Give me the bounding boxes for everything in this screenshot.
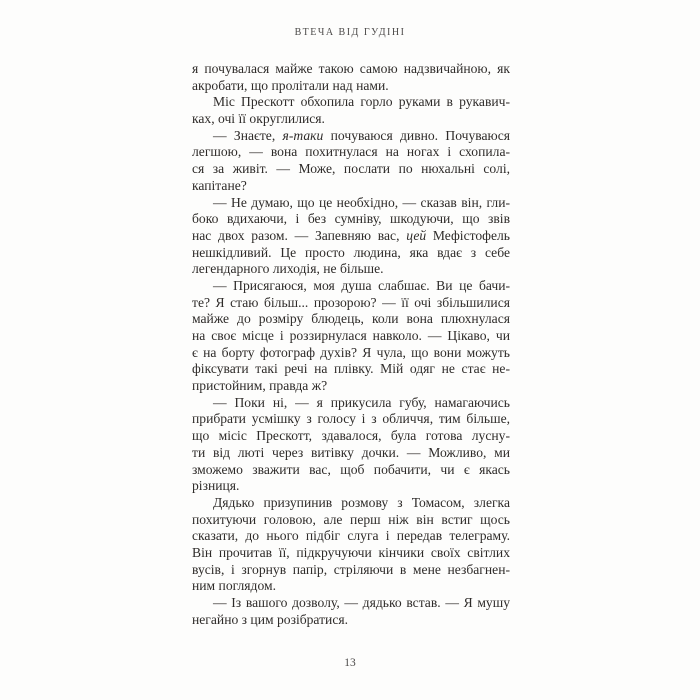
text-segment: пристойним, правда ж? — [192, 378, 328, 394]
text-segment: — Із вашого дозволу, — дядько встав. — Я мушу — [213, 595, 510, 610]
text-line — [192, 278, 510, 295]
text-segment: Мефістофель — [426, 227, 511, 243]
text-segment: похитуючи головою, але перш ніж він встиг щось — [192, 511, 510, 527]
text-block — [192, 61, 510, 628]
text-line — [192, 612, 510, 629]
text-line — [192, 94, 510, 111]
text-line — [192, 395, 510, 412]
text-segment: почуваюся дивно. Почуваюся — [323, 127, 510, 143]
text-line — [192, 595, 510, 612]
text-line — [192, 144, 510, 161]
text-segment: Дядько призупинив розмову з Томасом, злегка — [213, 494, 510, 510]
text-segment: ним поглядом. — [192, 578, 276, 594]
text-line — [192, 328, 510, 345]
text-segment: акробати, що пролітали над нами. — [192, 77, 389, 93]
text-segment: — Не думаю, що це необхідно, — сказав він, гли- — [213, 194, 510, 210]
text-line — [192, 178, 510, 195]
text-line — [192, 161, 510, 178]
text-segment: легшою, — вона похитнулася на ногах і схопила- — [192, 144, 510, 160]
text-segment: майже до розміру блюдець, коли вона плюхнулася — [192, 311, 510, 327]
text-segment: зможемо зважити вас, щоб побачити, чи є якась — [192, 461, 510, 477]
text-segment: — Знаєте, — [213, 127, 283, 143]
text-line — [192, 495, 510, 512]
text-segment: прибрати усмішку з голосу і з обличчя, тим більше, — [192, 411, 510, 427]
text-segment: негайно з цим розібратися. — [192, 611, 349, 627]
text-line — [192, 528, 510, 545]
text-line — [192, 111, 510, 128]
text-line — [192, 378, 510, 395]
page-number: 13 — [344, 657, 356, 669]
running-head: ВТЕЧА ВІД ГУДІНІ — [294, 27, 406, 38]
text-segment: на своє місце і роззирнулася навколо. — Цікаво, чи — [192, 328, 510, 343]
text-segment: ти від люті через витівку дочки. — Можливо, ми — [192, 444, 510, 460]
text-segment: ся за живіт. — Може, послати по нюхальні солі, — [192, 161, 510, 177]
text-line — [192, 578, 510, 595]
text-segment: є на борту фотограф духів? Я чула, що вони можуть — [192, 344, 510, 360]
text-segment: різниця. — [192, 478, 240, 494]
text-line — [192, 311, 510, 328]
text-segment: нешкідливий. Це просто людина, яка вдає з себе — [192, 244, 510, 260]
text-segment: я почувалася майже такою самою надзвичайною, як — [192, 61, 510, 76]
italic-text-segment: я-таки — [282, 127, 324, 143]
text-line — [192, 261, 510, 278]
text-segment: сказати, до нього підбіг слуга і передав телеграму. — [192, 528, 510, 544]
text-line — [192, 478, 510, 495]
text-segment: те? Я стаю більш... прозорою? — її очі збільшилися — [192, 294, 510, 310]
text-line — [192, 361, 510, 378]
text-line — [192, 128, 510, 145]
text-segment: легендарного лиходія, не більше. — [192, 261, 384, 277]
text-line — [192, 211, 510, 228]
text-line — [192, 295, 510, 312]
text-line — [192, 411, 510, 428]
text-line — [192, 61, 510, 78]
text-line — [192, 245, 510, 262]
text-segment: боко вдихаючи, і без сумніву, шкодуючи, що звів — [192, 211, 510, 227]
text-line — [192, 545, 510, 562]
text-line — [192, 345, 510, 362]
text-line — [192, 562, 510, 579]
text-segment: що місіс Прескотт, здавалося, була готова лусну- — [192, 428, 510, 444]
italic-text-segment: цей — [406, 227, 427, 243]
text-segment: ках, очі її округлилися. — [192, 111, 325, 127]
text-segment: фіксувати такі речі на плівку. Мій одяг не стає не- — [192, 361, 510, 377]
text-line — [192, 195, 510, 212]
text-segment: Він прочитав її, підкручуючи кінчики своїх світлих — [192, 544, 510, 560]
text-line — [192, 462, 510, 479]
text-segment: капітане? — [192, 177, 247, 193]
text-segment: вусів, і згорнув папір, стріляючи в мене незбагнен- — [192, 561, 510, 577]
text-segment: — Поки ні, — я прикусила губу, намагаючись — [213, 394, 510, 410]
text-line — [192, 445, 510, 462]
text-segment: нас двох разом. — Запевняю вас, — [192, 227, 407, 243]
text-line — [192, 78, 510, 95]
text-line — [192, 228, 510, 245]
text-segment: Міс Прескотт обхопила горло руками в рукавич- — [213, 94, 510, 110]
text-segment: — Присягаюся, моя душа слабшає. Ви це бачи- — [213, 277, 510, 293]
text-line — [192, 512, 510, 529]
text-line — [192, 428, 510, 445]
